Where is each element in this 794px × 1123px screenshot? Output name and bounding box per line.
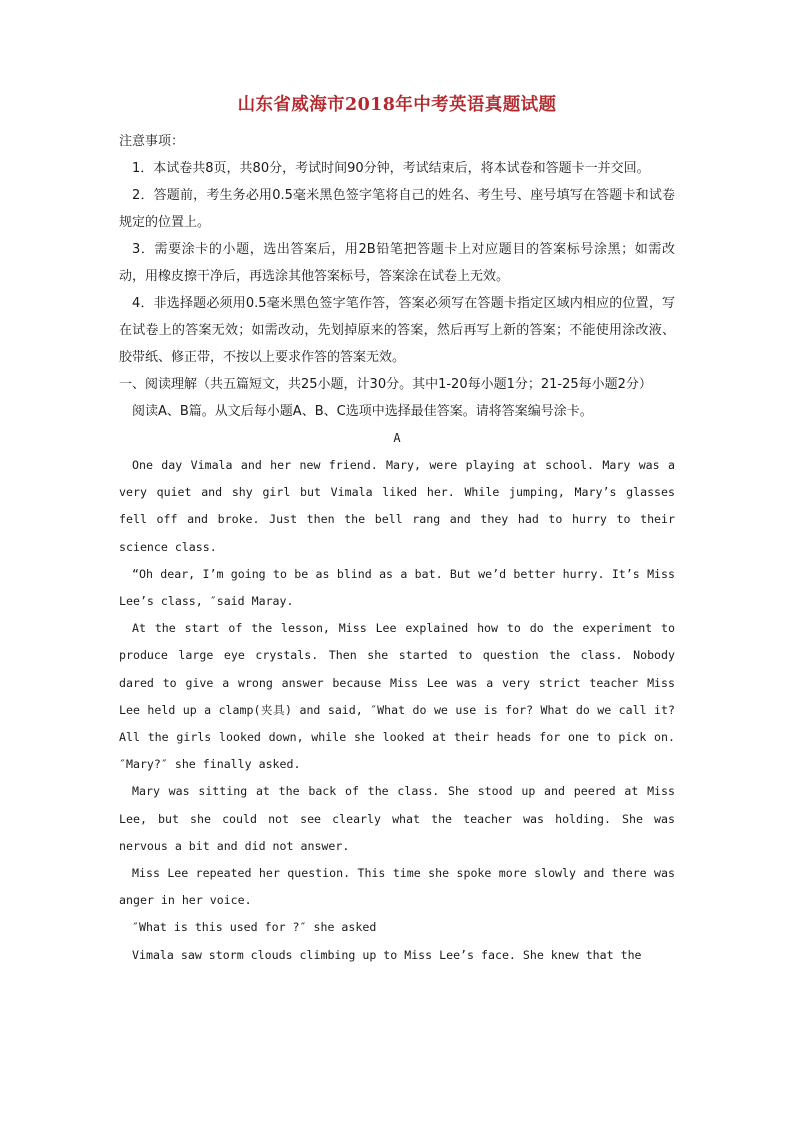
notice-item-2: 2．答题前，考生务必用0.5毫米黑色签字笔将自己的姓名、考生号、座号填写在答题卡和试卷规定的位置上。 (119, 188, 675, 230)
passage-paragraph: At the start of the lesson, Miss Lee explained how to do the experiment to produce large eye crystals. Then she started to question the class. Nobody dared to give a wrong answer because Miss Lee was a very strict teacher Miss Lee held up a clamp(夹具) and said, ″What do we use is for? What do we call it? All the girls looked down, while she looked at their heads for one to pick on. ″Mary?″ she finally asked. (119, 621, 675, 772)
passage-paragraph: Miss Lee repeated her question. This time she spoke more slowly and there was anger in her voice. (119, 866, 675, 908)
section-heading: 一、阅读理解（共五篇短文，共25小题，计30分。其中1-20每小题1分；21-25每小题2分） (119, 377, 652, 392)
exam-page (119, 92, 675, 969)
passage-paragraph: “Oh dear, I’m going to be as blind as a bat. But we’d better hurry. It’s Miss Lee’s class, ″said Maray. (119, 566, 675, 609)
notice-heading: 注意事项： (119, 134, 185, 149)
section-instruction: 阅读A、B篇。从文后每小题A、B、C选项中选择最佳答案。请将答案编号涂卡。 (132, 404, 593, 419)
passage-paragraph: ″What is this used for ?″ she asked (132, 920, 377, 935)
document-title: 山东省威海市2018年中考英语真题试题 (237, 95, 557, 115)
passage-paragraph: Vimala saw storm clouds climbing up to Miss Lee’s face. She knew that the (132, 947, 642, 962)
notice-item-3: 3．需要涂卡的小题，选出答案后，用2B铅笔把答题卡上对应题目的答案标号涂黑；如需改动，用橡皮擦干净后，再选涂其他答案标号，答案涂在试卷上无效。 (119, 242, 675, 284)
notice-item-1: 1．本试卷共8页，共80分，考试时间90分钟，考试结束后，将本试卷和答题卡一并交回。 (132, 161, 650, 176)
notice-item-4: 4．非选择题必须用0.5毫米黑色签字笔作答，答案必须写在答题卡指定区域内相应的位置，写在试卷上的答案无效；如需改动，先划掉原来的答案，然后再写上新的答案；不能使用涂改液、胶带纸、修正带，不按以上要求作答的答案无效。 (119, 296, 675, 365)
passage-paragraph: Mary was sitting at the back of the class. She stood up and peered at Miss Lee, but she could not see clearly what the teacher was holding. She was nervous a bit and did not answer. (119, 784, 675, 853)
passage-paragraph: One day Vimala and her new friend. Mary, were playing at school. Mary was a very quiet and shy girl but Vimala liked her. While jumping, Mary’s glasses fell off and broke. Just then the bell rang and they had to hurry to their science class. (119, 458, 675, 554)
passage-letter: A (393, 431, 401, 445)
